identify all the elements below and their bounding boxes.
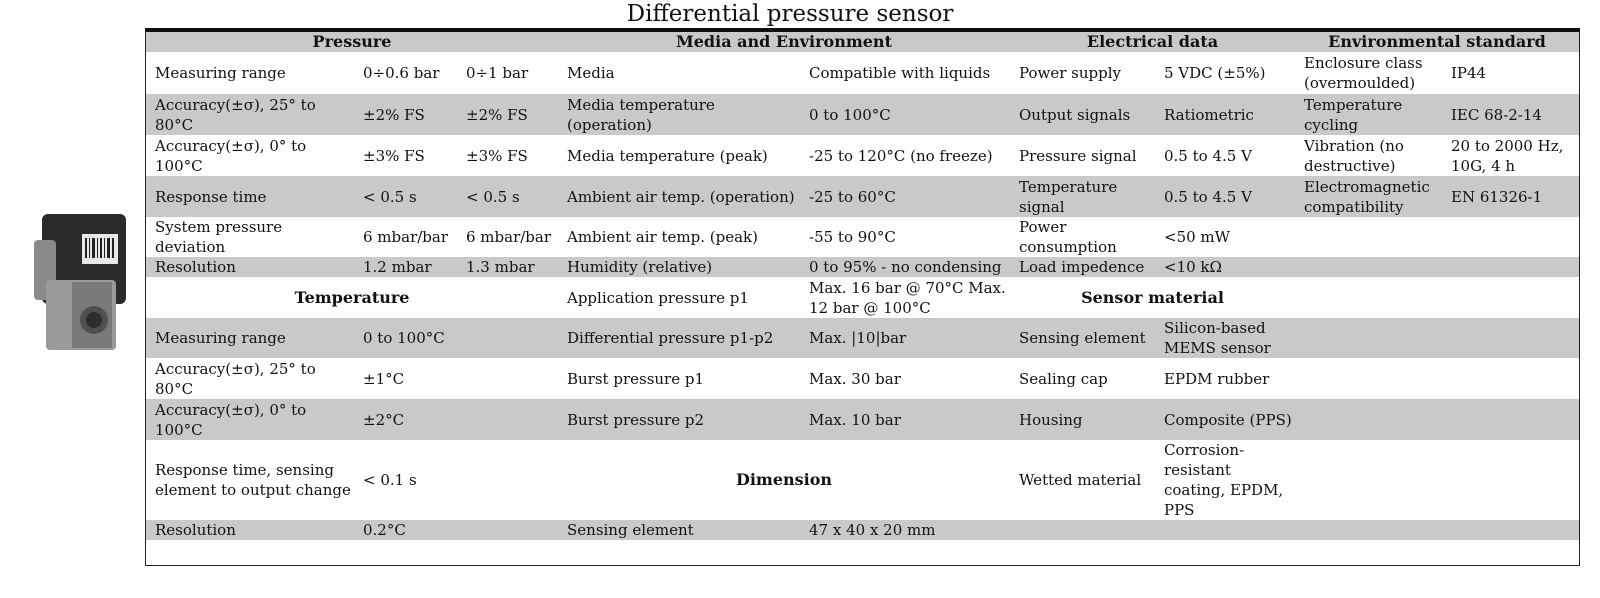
sensor-product-photo xyxy=(32,210,130,358)
table-row xyxy=(146,399,1579,440)
header-dimension: Dimension xyxy=(735,470,833,489)
table-row xyxy=(146,94,1579,135)
material-label: Sensing element xyxy=(1019,329,1146,347)
pressure-value-2: ±3% FS xyxy=(466,146,528,165)
electrical-value: <50 mW xyxy=(1164,228,1231,246)
electrical-value: Ratiometric xyxy=(1164,105,1254,124)
table-row xyxy=(146,277,1579,318)
environmental-label: Enclosure class (overmoulded) xyxy=(1304,54,1423,92)
temperature-value: < 0.1 s xyxy=(363,471,417,489)
media-value: 0 to 95% - no condensing xyxy=(809,258,1002,276)
media-label: Burst pressure p2 xyxy=(567,410,705,429)
temperature-label: Accuracy(±σ), 25° to 80°C xyxy=(155,359,316,398)
pressure-value-2: 0÷1 bar xyxy=(466,64,529,82)
temperature-value: 0 to 100°C xyxy=(363,329,445,347)
pressure-label: Accuracy(±σ), 0° to 100°C xyxy=(155,136,307,175)
header-pressure: Pressure xyxy=(312,32,392,51)
electrical-label: Power consumption xyxy=(1019,218,1117,256)
media-label: Ambient air temp. (peak) xyxy=(567,228,758,246)
table-row xyxy=(146,440,1579,520)
pressure-value-1: < 0.5 s xyxy=(363,187,417,206)
material-value: EPDM rubber xyxy=(1164,369,1270,388)
media-label: Humidity (relative) xyxy=(567,258,713,276)
media-label: Burst pressure p1 xyxy=(567,369,705,388)
dimension-value: 47 x 40 x 20 mm xyxy=(809,521,936,539)
electrical-value: 5 VDC (±5%) xyxy=(1164,64,1266,82)
environmental-value: EN 61326-1 xyxy=(1451,187,1543,206)
environmental-value: IP44 xyxy=(1451,64,1487,82)
temperature-value: ±1°C xyxy=(363,369,405,388)
material-value: Corrosion-resistant coating, EPDM, PPS xyxy=(1164,441,1284,519)
pressure-value-1: 1.2 mbar xyxy=(363,258,432,276)
pressure-value-2: ±2% FS xyxy=(466,105,528,124)
environmental-value: 20 to 2000 Hz, 10G, 4 h xyxy=(1451,136,1564,175)
pressure-value-2: 1.3 mbar xyxy=(466,258,535,276)
pressure-value-1: ±3% FS xyxy=(363,146,425,165)
environmental-label: Vibration (no destructive) xyxy=(1304,136,1404,175)
pressure-label: Accuracy(±σ), 25° to 80°C xyxy=(155,95,316,134)
media-value: 0 to 100°C xyxy=(809,105,891,124)
table-row xyxy=(146,52,1579,94)
material-value: Silicon-based MEMS sensor xyxy=(1164,319,1271,357)
temperature-label: Accuracy(±σ), 0° to 100°C xyxy=(155,400,307,439)
media-value: -55 to 90°C xyxy=(809,228,896,246)
media-label: Media temperature (peak) xyxy=(567,146,768,165)
header-environmental-standard: Environmental standard xyxy=(1328,32,1546,51)
pressure-label: System pressure deviation xyxy=(155,218,283,256)
electrical-label: Temperature signal xyxy=(1019,177,1118,216)
temperature-label: Measuring range xyxy=(155,329,286,347)
media-label: Media xyxy=(567,64,615,82)
table-row xyxy=(146,217,1579,257)
header-electrical-data: Electrical data xyxy=(1086,32,1219,51)
table-row xyxy=(146,176,1579,217)
material-label: Housing xyxy=(1019,410,1083,429)
pressure-value-2: < 0.5 s xyxy=(466,187,520,206)
media-value: -25 to 60°C xyxy=(809,187,896,206)
header-temperature: Temperature xyxy=(294,287,410,307)
table-row xyxy=(146,358,1579,399)
environmental-value: IEC 68-2-14 xyxy=(1451,105,1542,124)
material-label: Sealing cap xyxy=(1019,369,1108,388)
spec-table xyxy=(145,28,1580,566)
table-row xyxy=(146,318,1579,358)
media-value: Max. |10|bar xyxy=(809,329,907,347)
pressure-label: Measuring range xyxy=(155,64,286,82)
temperature-value: ±2°C xyxy=(363,410,405,429)
media-label: Application pressure p1 xyxy=(567,288,749,307)
electrical-label: Power supply xyxy=(1019,64,1122,82)
table-header-row xyxy=(146,32,1579,52)
pressure-value-2: 6 mbar/bar xyxy=(466,228,552,246)
environmental-label: Temperature cycling xyxy=(1304,95,1403,134)
temperature-label: Resolution xyxy=(155,521,236,539)
media-value: Max. 10 bar xyxy=(809,410,901,429)
electrical-label: Output signals xyxy=(1019,105,1131,124)
media-value: -25 to 120°C (no freeze) xyxy=(809,146,993,165)
pressure-value-1: ±2% FS xyxy=(363,105,425,124)
table-row xyxy=(146,520,1579,540)
media-value: Compatible with liquids xyxy=(809,64,991,82)
environmental-label: Electromagnetic compatibility xyxy=(1304,177,1430,216)
temperature-value: 0.2°C xyxy=(363,521,406,539)
pressure-value-1: 0÷0.6 bar xyxy=(363,64,440,82)
media-label: Media temperature (operation) xyxy=(567,95,715,134)
header-sensor-material: Sensor material xyxy=(1081,287,1224,307)
electrical-value: 0.5 to 4.5 V xyxy=(1164,146,1252,165)
electrical-label: Load impedence xyxy=(1019,258,1145,276)
temperature-label: Response time, sensing element to output change xyxy=(155,461,351,499)
pressure-label: Response time xyxy=(155,187,267,206)
table-row xyxy=(146,257,1579,277)
electrical-label: Pressure signal xyxy=(1019,146,1137,165)
header-media-environment: Media and Environment xyxy=(676,32,892,51)
material-label: Wetted material xyxy=(1019,471,1142,489)
material-value: Composite (PPS) xyxy=(1164,410,1292,429)
media-label: Ambient air temp. (operation) xyxy=(567,187,795,206)
media-label: Differential pressure p1-p2 xyxy=(567,329,774,347)
electrical-value: <10 kΩ xyxy=(1164,258,1222,276)
media-value: Max. 16 bar @ 70°C Max. 12 bar @ 100°C xyxy=(809,278,1006,317)
electrical-value: 0.5 to 4.5 V xyxy=(1164,187,1252,206)
page-title: Differential pressure sensor xyxy=(626,1,954,27)
pressure-value-1: 6 mbar/bar xyxy=(363,228,449,246)
dimension-label: Sensing element xyxy=(567,521,694,539)
pressure-label: Resolution xyxy=(155,258,236,276)
media-value: Max. 30 bar xyxy=(809,369,901,388)
table-row xyxy=(146,135,1579,176)
